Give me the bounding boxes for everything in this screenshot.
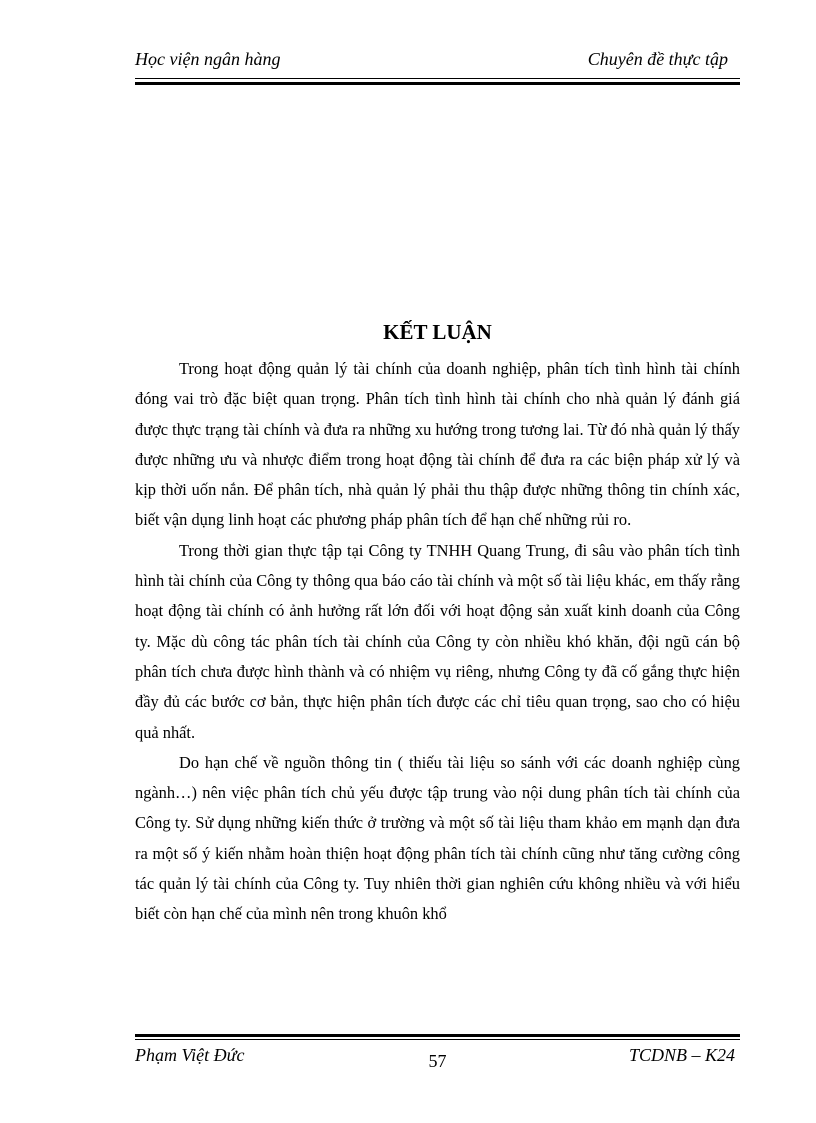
body-text <box>135 354 740 930</box>
footer-rule-thick <box>135 1034 740 1037</box>
page-footer <box>135 1044 740 1074</box>
header-document-type: Chuyên đề thực tập <box>587 49 728 69</box>
page-header <box>135 46 740 74</box>
paragraph-2: Trong thời gian thực tập tại Công ty TNHH Quang Trung, đi sâu vào phân tích tình hình tài chính của Công ty thông qua báo cáo tài chính và một số tài liệu khác, em thấy rằng hoạt động tài chính có ảnh hưởng rất lớn đối với hoạt động sản xuất kinh doanh của Công ty. Mặc dù công tác phân tích tài chính của Công ty còn nhiều khó khăn, đội ngũ cán bộ phân tích chưa được hình thành và có nhiệm vụ riêng, nhưng Công ty đã cố gắng thực hiện đầy đủ các bước cơ bản, thực hiện phân tích được các chỉ tiêu quan trọng, sao cho có hiệu quả nhất. <box>135 540 740 742</box>
footer-rule-thin <box>135 1039 740 1040</box>
footer-author: Phạm Việt Đức <box>135 1045 245 1065</box>
footer-class-code: TCDNB – K24 <box>628 1045 735 1065</box>
header-rule-thick <box>135 82 740 85</box>
paragraph-1: Trong hoạt động quản lý tài chính của doanh nghiệp, phân tích tình hình tài chính đóng vai trò đặc biệt quan trọng. Phân tích tình hình tài chính cho nhà quản lý đánh giá được thực trạng tài chính và đưa ra những xu hướng trong tương lai. Từ đó nhà quản lý thấy được những ưu và nhược điểm trong hoạt động tài chính để đưa ra các biện pháp xử lý và kịp thời uốn nắn. Để phân tích, nhà quản lý phải thu thập được những thông tin chính xác, biết vận dụng linh hoạt các phương pháp phân tích để hạn chế những rủi ro. <box>135 359 740 530</box>
header-rule-thin <box>135 78 740 79</box>
paragraph-3: Do hạn chế về nguồn thông tin ( thiếu tài liệu so sánh với các doanh nghiệp cùng ngành…) nên việc phân tích chủ yếu được tập trung vào nội dung phân tích tài chính của Công ty. Sử dụng những kiến thức ở trường và một số tài liệu tham khảo em mạnh dạn đưa ra một số ý kiến nhằm hoàn thiện hoạt động phân tích tài chính cũng như tăng cường công tác quản lý tài chính của Công ty. Tuy nhiên thời gian nghiên cứu không nhiều và với hiểu biết còn hạn chế của mình nên trong khuôn khổ <box>135 752 740 924</box>
page-number: 57 <box>428 1051 447 1071</box>
page-title: KẾT LUẬN <box>383 320 492 344</box>
header-institution: Học viện ngân hàng <box>135 49 281 69</box>
